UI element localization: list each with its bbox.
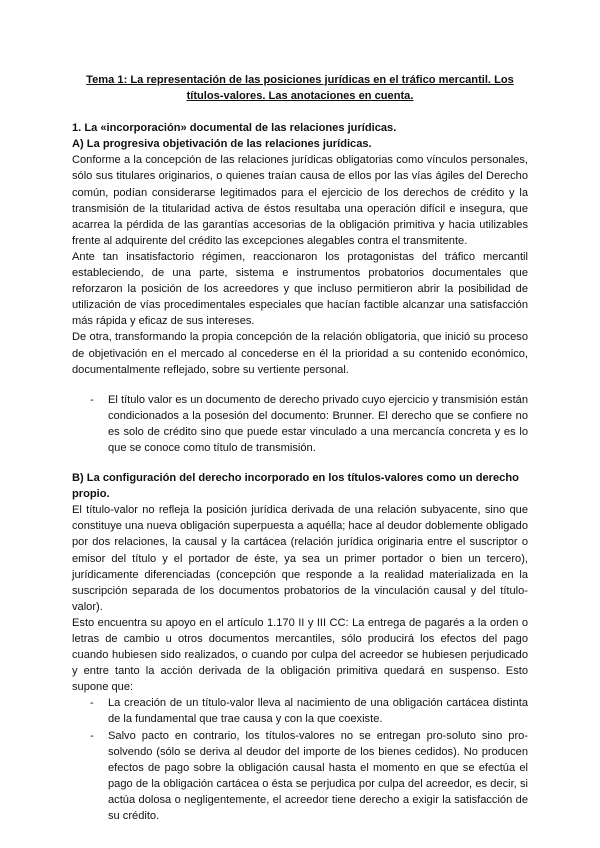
list-item-text: Salvo pacto en contrario, los títulos-valores no se entregan pro-soluto sino pro-solvendo (sólo se deriva al deudor del importe de los bienes cedidos). No producen efectos de pago sobre la obligación causal hasta el momento en que se efectúa el pago de la obligación cartácea o ésta se perjudica por culpa del acreedor, es decir, si actúa dolosa o negligentemente, el acreedor tiene derecho a exigir la satisfacción de su crédito. <box>108 729 528 823</box>
dash-bullet: - <box>90 393 94 406</box>
paragraph: El título-valor no refleja la posición jurídica derivada de una relación subyacente, sino que constituye una nueva obligación superpuesta a aquélla; hace al deudor doblemente obligado por dos relaciones, la causal y la cartácea (relación jurídica originaria entre el suscriptor o emisor del título y el portador de éste, ya sea un primer portador o bien un tercero), jurídicamente diferenciadas (concepción que responde a la realidad materializada en la suscripción separada de los documentos probatorios de la vinculación causal y del título-valor). <box>72 504 528 613</box>
section-1-heading: 1. La «incorporación» documental de las relaciones jurídicas. <box>72 122 397 135</box>
dash-bullet: - <box>90 729 94 742</box>
list-item-text: La creación de un título-valor lleva al nacimiento de una obligación cartácea distinta de la fundamental que trae causa y con la que coexiste. <box>108 697 528 726</box>
paragraph: Esto encuentra su apoyo en el artículo 1.170 II y III CC: La entrega de pagarés a la orden o letras de cambio u otros documentos mercantiles, sólo producirá los efectos del pago cuando hubiesen sido realizados, o cuando por culpa del acreedor se hubiesen perjudicado y entre tanto la acción derivada de la obligación primitiva quedará en suspenso. Esto supone que: <box>72 616 528 694</box>
paragraph: De otra, transformando la propia concepción de la relación obligatoria, que inició su proceso de objetivación en el mercado al concederse en él la prioridad a su contenido económico, documentalmente reflejado, sobre su vertiente personal. <box>72 331 528 376</box>
subsection-b-heading: B) La configuración del derecho incorporado en los títulos-valores como un derecho propio. <box>72 472 519 501</box>
subsection-a-heading: A) La progresiva objetivación de las relaciones jurídicas. <box>72 138 372 151</box>
list-item <box>72 695 528 727</box>
list-item <box>72 728 528 825</box>
dash-bullet: - <box>90 697 94 710</box>
bullet-list <box>72 695 528 824</box>
paragraph: Ante tan insatisfactorio régimen, reaccionaron los protagonistas del tráfico mercantil estableciendo, de una parte, sistema e instrumentos probatorios documentales que reforzaron la posición de los acreedores y que incluso permitieron abrir la posibilidad de utilización de vías procedimentales especiales que hacían factible alcanzar una satisfacción más rápida y eficaz de sus intereses. <box>72 250 528 328</box>
document-page <box>72 72 528 824</box>
list-item-text: El título valor es un documento de derecho privado cuyo ejercicio y transmisión están condicionados a la posesión del documento: Brunner. El derecho que se confiere no es solo de crédito sino que puede estar vinculado a una mercancía concreta y es lo que se conoce como título de transmisión. <box>108 393 528 454</box>
paragraph: Conforme a la concepción de las relaciones jurídicas obligatorias como vínculos personales, sólo sus titulares originarios, o quienes traían causa de ellos por las vías ágiles del Derecho común, podían considerarse legitimados para el ejercicio de los derechos de crédito y la transmisión de la titularidad activa de éstos resultaba una operación difícil e insegura, que acarrea la pérdida de las garantías accesorias de la obligación primitiva y hacia utilizables frente al adquirente del crédito las excepciones alegables contra el transmitente. <box>72 154 528 247</box>
bullet-list <box>72 392 528 456</box>
list-item <box>72 392 528 456</box>
page-title: Tema 1: La representación de las posiciones jurídicas en el tráfico mercantil. Los títulos-valores. Las anotaciones en cuenta. <box>86 74 514 103</box>
